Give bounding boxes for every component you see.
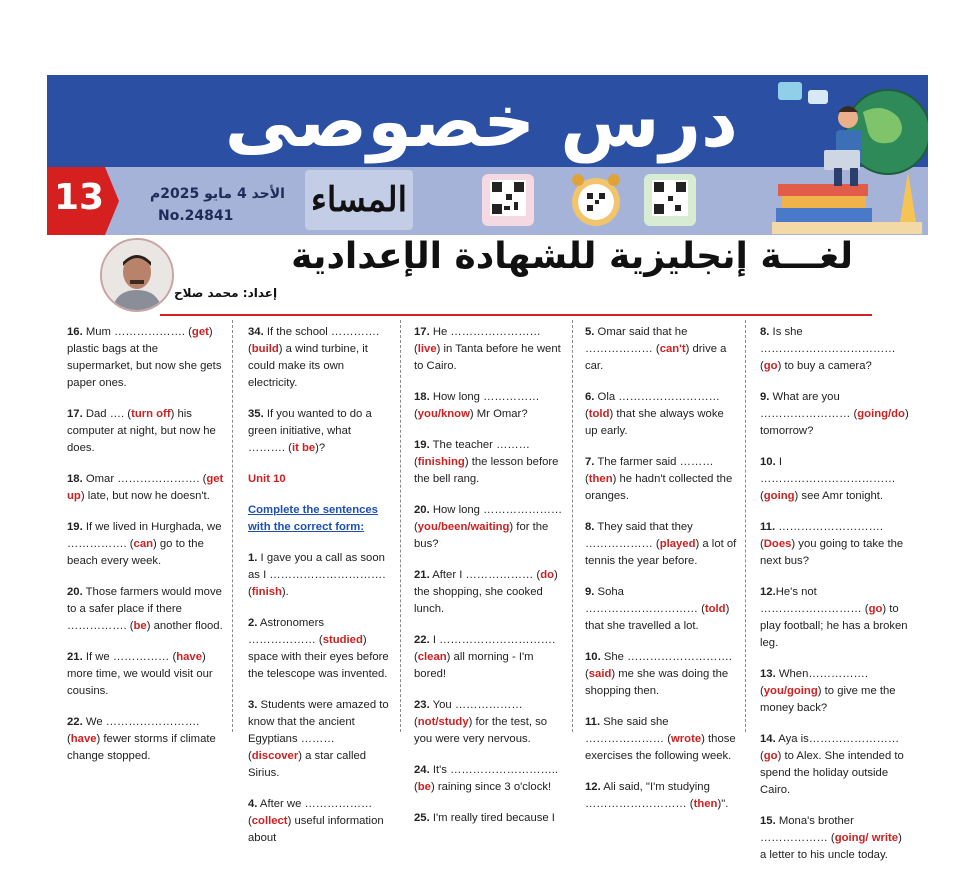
exercise-item: 9. What are you …………………… (going/do) tomorrow? xyxy=(760,391,909,437)
item-number: 18. xyxy=(414,391,430,403)
verb-hint: be xyxy=(133,620,147,632)
exercise-item: 12. Ali said, "I'm studying ……………………… (then)". xyxy=(585,781,729,810)
verb-hint: not/study xyxy=(417,716,469,728)
qr-code-icon xyxy=(480,172,536,228)
verb-hint: discover xyxy=(251,750,299,762)
column-divider xyxy=(572,320,573,732)
exercise-item: 3. Students were amazed to know that the ancient Egyptians ……… (discover) a star called Sirius. xyxy=(248,699,389,779)
instruction: Complete the sentences with the correct form: xyxy=(248,504,378,533)
item-number: 3. xyxy=(248,699,258,711)
item-number: 6. xyxy=(585,391,595,403)
verb-hint: go xyxy=(763,750,778,762)
item-number: 18. xyxy=(67,473,83,485)
item-number: 20. xyxy=(67,586,83,598)
item-number: 12. xyxy=(585,781,601,793)
item-number: 2. xyxy=(248,617,258,629)
exercise-item: 15. Mona's brother ……………… (going/ write) a letter to his uncle today. xyxy=(760,815,902,861)
exercise-item: 9. Soha ………………………… (told) that she travelled a lot. xyxy=(585,586,730,632)
verb-hint: go xyxy=(868,603,883,615)
verb-hint: can xyxy=(133,538,153,550)
verb-hint: collect xyxy=(251,815,288,827)
item-number: 5. xyxy=(585,326,595,338)
exercise-item: 24. It's ……………………….. (be) raining since 3 o'clock! xyxy=(414,764,559,793)
item-number: 24. xyxy=(414,764,430,776)
verb-hint: finishing xyxy=(417,456,465,468)
item-number: 25. xyxy=(414,812,430,824)
exercise-item: 21. After I ……………… (do) the shopping, she cooked lunch. xyxy=(414,569,558,615)
verb-hint: have xyxy=(70,733,97,745)
exercise-column-2 xyxy=(248,324,390,861)
verb-hint: wrote xyxy=(670,733,702,745)
verb-hint: build xyxy=(251,343,279,355)
item-number: 19. xyxy=(414,439,430,451)
qr-code-icon-flowers xyxy=(642,172,698,228)
exercise-item: 4. After we ……………… (collect) useful information about xyxy=(248,798,384,844)
item-number: 21. xyxy=(67,651,83,663)
item-number: 8. xyxy=(760,326,770,338)
item-number: 9. xyxy=(585,586,595,598)
exercise-item: 17. He …………………… (live) in Tanta before he went to Cairo. xyxy=(414,326,561,372)
exercise-item: 11. She said she ………………… (wrote) those exercises the following week. xyxy=(585,716,736,762)
exercise-item: 10. I ……………………………… (going) see Amr tonight. xyxy=(760,456,896,502)
exercise-item: 16. Mum ………………. (get) plastic bags at the supermarket, but now she gets paper ones. xyxy=(67,326,222,389)
verb-hint: going/do xyxy=(857,408,905,420)
item-number: 12. xyxy=(760,586,776,598)
item-number: 19. xyxy=(67,521,83,533)
exercise-item: 21. If we …………… (have) more time, we would visit our cousins. xyxy=(67,651,213,697)
item-number: 11. xyxy=(760,521,776,533)
author-credit: إعداد: محمد صلاح xyxy=(174,286,278,300)
verb-hint: can't xyxy=(659,343,686,355)
exercise-item: 7. The farmer said ……… (then) he hadn't collected the oranges. xyxy=(585,456,733,502)
exercise-item: 6. Ola ……………………… (told) that she always woke up early. xyxy=(585,391,724,437)
verb-hint: you/been/waiting xyxy=(417,521,510,533)
exercise-column-3 xyxy=(414,324,564,841)
exercise-item: 13. When……………. (you/going) to give me the money back? xyxy=(760,668,896,714)
exercise-item: 22. I …………………………. (clean) all morning - I'm bored! xyxy=(414,634,556,680)
verb-hint: you/going xyxy=(763,685,818,697)
exercise-item: 12.He's not ……………………… (go) to play football; he has a broken leg. xyxy=(760,586,908,649)
verb-hint: studied xyxy=(322,634,363,646)
verb-hint: then xyxy=(588,473,613,485)
item-number: 11. xyxy=(585,716,601,728)
exercise-item: 20. Those farmers would move to a safer place if there ……………. (be) another flood. xyxy=(67,586,223,632)
verb-hint: you/know xyxy=(417,408,470,420)
item-number: 10. xyxy=(585,651,601,663)
exercise-item: 14. Aya is…………………… (go) to Alex. She intended to spend the holiday outside Cairo. xyxy=(760,733,904,796)
verb-hint: going/ write xyxy=(834,832,899,844)
exercise-column-1 xyxy=(67,324,225,779)
exercise-item: 20. How long ………………… (you/been/waiting) for the bus? xyxy=(414,504,563,550)
exercise-item: 5. Omar said that he ……………… (can't) drive a car. xyxy=(585,326,727,372)
exercise-column-4 xyxy=(585,324,737,827)
item-number: 4. xyxy=(248,798,258,810)
item-number: 35. xyxy=(248,408,264,420)
exercise-item: 22. We ……………………. (have) fewer storms if climate change stopped. xyxy=(67,716,216,762)
exercise-item: 10. She ………………………. (said) me she was doing the shopping then. xyxy=(585,651,732,697)
item-number: 9. xyxy=(760,391,770,403)
verb-hint: then xyxy=(693,798,718,810)
item-number: 21. xyxy=(414,569,430,581)
item-number: 8. xyxy=(585,521,595,533)
exercise-item: 11. ……………………….(Does) you going to take the next bus? xyxy=(760,521,904,567)
verb-hint: be xyxy=(417,781,431,793)
exercise-item: 19. The teacher ……… (finishing) the lesson before the bell rang. xyxy=(414,439,559,485)
verb-hint: get up xyxy=(67,473,224,502)
issue-date: الأحد 4 مايو 2025م xyxy=(150,186,285,202)
exercise-item: 2. Astronomers ……………… (studied) space with their eyes before the telescope was invented. xyxy=(248,617,389,680)
exercise-item: 19. If we lived in Hurghada, we ……………. (can) go to the beach every week. xyxy=(67,521,222,567)
item-number: 17. xyxy=(414,326,430,338)
unit-heading: Unit 10 xyxy=(248,473,286,485)
item-number: 22. xyxy=(414,634,430,646)
exercise-column-5 xyxy=(760,324,910,878)
item-number: 17. xyxy=(67,408,83,420)
verb-hint: go xyxy=(763,360,778,372)
column-divider xyxy=(745,320,746,732)
subject-heading: لغـــة إنجليزية للشهادة الإعدادية xyxy=(291,236,853,277)
newspaper-logo-text: المساء xyxy=(310,180,408,220)
column-divider xyxy=(232,320,233,732)
verb-hint: going xyxy=(763,490,795,502)
exercise-item: 18. How long …………… (you/know) Mr Omar? xyxy=(414,391,540,420)
item-number: 34. xyxy=(248,326,264,338)
exercise-item: 8. Is she ……………………………… (go) to buy a camera? xyxy=(760,326,896,372)
item-number: 14. xyxy=(760,733,776,745)
exercise-item: 23. You ……………… (not/study) for the test, so you were very nervous. xyxy=(414,699,548,745)
item-number: 20. xyxy=(414,504,430,516)
verb-hint: played xyxy=(659,538,696,550)
verb-hint: turn off xyxy=(131,408,171,420)
exercise-item: 1. I gave you a call as soon as I …………………………. (finish). xyxy=(248,552,386,598)
study-illustration xyxy=(768,72,928,234)
item-number: 10. xyxy=(760,456,776,468)
exercise-item: 34. If the school …………. (build) a wind turbine, it could make its own electricity. xyxy=(248,326,380,389)
verb-hint: clean xyxy=(417,651,447,663)
item-number: 23. xyxy=(414,699,430,711)
verb-hint: said xyxy=(588,668,612,680)
exercise-item: 8. They said that they ……………… (played) a lot of tennis the year before. xyxy=(585,521,737,567)
exercise-item: 17. Dad …. (turn off) his computer at night, but now he does. xyxy=(67,408,216,454)
verb-hint: live xyxy=(417,343,437,355)
item-number: 16. xyxy=(67,326,83,338)
page-number: 13 xyxy=(53,177,105,218)
verb-hint: told xyxy=(704,603,726,615)
heading-underline xyxy=(160,314,872,316)
exercise-item: 25. I'm really tired because I xyxy=(414,812,555,824)
issue-number: No.24841 xyxy=(158,208,234,224)
section-title: درس خصوصى xyxy=(224,79,738,163)
verb-hint: get xyxy=(191,326,209,338)
item-number: 1. xyxy=(248,552,258,564)
verb-hint: Does xyxy=(763,538,792,550)
exercise-item: 18. Omar …………………. (get up) late, but now he doesn't. xyxy=(67,473,224,502)
item-number: 15. xyxy=(760,815,776,827)
item-number: 22. xyxy=(67,716,83,728)
author-photo xyxy=(100,238,174,312)
verb-hint: finish xyxy=(251,586,282,598)
exercise-item: 35. If you wanted to do a green initiative, what ………. (it be)? xyxy=(248,408,372,454)
column-divider xyxy=(400,320,401,732)
verb-hint: it be xyxy=(291,442,316,454)
alarm-clock-qr-icon xyxy=(568,172,624,228)
item-number: 13. xyxy=(760,668,776,680)
verb-hint: told xyxy=(588,408,610,420)
verb-hint: have xyxy=(176,651,202,663)
verb-hint: do xyxy=(540,569,555,581)
item-number: 7. xyxy=(585,456,595,468)
